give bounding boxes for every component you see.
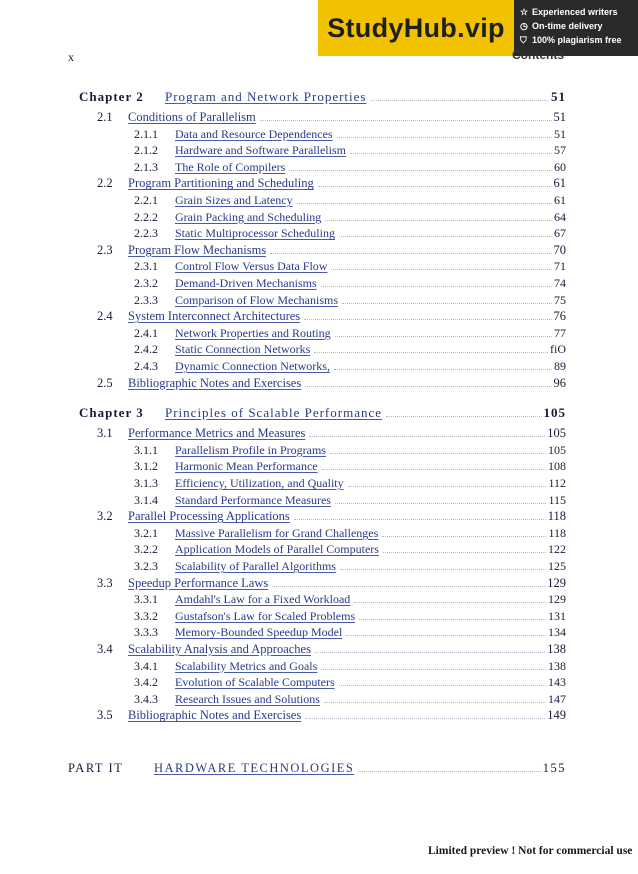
toc-subsection-page[interactable]: 112 bbox=[548, 476, 566, 490]
toc-section-page[interactable]: 129 bbox=[547, 575, 566, 590]
toc-subsection[interactable] bbox=[134, 325, 566, 341]
toc-chapter[interactable] bbox=[79, 89, 566, 105]
toc-subsection-page[interactable]: 131 bbox=[548, 608, 566, 623]
toc-chapter-leader bbox=[371, 99, 550, 101]
toc-section-title[interactable]: Bibliographic Notes and Exercises bbox=[128, 708, 302, 723]
banner-feature: ⛉ 100% plagiarism free bbox=[520, 35, 622, 45]
toc-subsection-title[interactable]: Standard Performance Measures bbox=[175, 492, 331, 507]
toc-section-number: 2.3 bbox=[97, 242, 113, 257]
toc-section-number: 3.4 bbox=[97, 642, 113, 656]
studyhub-banner[interactable] bbox=[318, 0, 638, 56]
toc-section[interactable] bbox=[97, 707, 566, 723]
toc-subsection-page[interactable]: 61 bbox=[554, 193, 566, 207]
banner-feature: ◷ On-time delivery bbox=[520, 21, 603, 31]
toc-subsection[interactable] bbox=[134, 591, 566, 607]
toc-subsection-leader bbox=[321, 285, 552, 287]
toc-subsection-leader bbox=[289, 169, 552, 171]
toc-subsection[interactable] bbox=[134, 525, 566, 541]
toc-subsection-number: 3.4.2 bbox=[134, 675, 158, 690]
toc-subsection[interactable] bbox=[134, 225, 566, 241]
toc-subsection-leader bbox=[359, 618, 546, 620]
toc-subsection-title[interactable]: Amdahl's Law for a Fixed Workload bbox=[175, 592, 351, 607]
toc-subsection-title[interactable]: Control Flow Versus Data Flow bbox=[175, 259, 328, 274]
toc-section[interactable] bbox=[97, 175, 566, 191]
toc-subsection-page[interactable]: 67 bbox=[554, 226, 566, 241]
toc-subsection-leader bbox=[348, 485, 547, 487]
toc-subsection-leader bbox=[321, 668, 546, 670]
toc-subsection[interactable] bbox=[134, 192, 566, 208]
toc-part-page[interactable]: 155 bbox=[542, 761, 566, 775]
toc-part[interactable] bbox=[68, 760, 566, 776]
toc-section-number: 2.4 bbox=[97, 309, 113, 324]
toc-section[interactable] bbox=[97, 508, 566, 524]
toc-chapter-title[interactable]: Program and Network Properties bbox=[165, 89, 367, 104]
toc-subsection-page[interactable]: 60 bbox=[554, 159, 566, 174]
toc-part-number: PART IT bbox=[68, 761, 124, 775]
toc-section-page[interactable]: 70 bbox=[553, 242, 566, 257]
preview-notice: Limited preview ! Not for commercial use bbox=[428, 845, 633, 857]
toc-subsection-page[interactable]: 129 bbox=[548, 592, 566, 607]
toc-section-leader bbox=[260, 119, 552, 121]
toc-section-page[interactable]: 96 bbox=[553, 375, 566, 390]
toc-section-leader bbox=[294, 518, 546, 520]
toc-subsection-number: 3.2.1 bbox=[134, 525, 158, 540]
toc-subsection-page[interactable]: 134 bbox=[548, 625, 566, 640]
toc-subsection[interactable] bbox=[134, 558, 566, 574]
toc-subsection[interactable] bbox=[134, 142, 566, 158]
toc-subsection-number: 3.1.2 bbox=[134, 459, 158, 474]
toc-subsection-page[interactable]: 75 bbox=[554, 292, 566, 307]
toc-subsection-leader bbox=[346, 634, 546, 636]
toc-subsection-leader bbox=[314, 351, 548, 353]
toc-subsection[interactable] bbox=[134, 275, 566, 291]
toc-section-number: 2.1 bbox=[97, 110, 113, 124]
toc-subsection-page[interactable]: 51 bbox=[554, 126, 566, 141]
toc-subsection-title[interactable]: Dynamic Connection Networks, bbox=[175, 359, 330, 373]
star-icon: ☆ bbox=[520, 7, 529, 17]
toc-subsection-title[interactable]: Memory-Bounded Speedup Model bbox=[175, 625, 343, 640]
toc-subsection-leader bbox=[354, 601, 546, 603]
toc-subsection-title[interactable]: Grain Sizes and Latency bbox=[175, 193, 293, 207]
toc-section-leader bbox=[305, 385, 551, 387]
toc-subsection-number: 2.3.1 bbox=[134, 259, 158, 274]
toc-subsection[interactable] bbox=[134, 691, 566, 707]
toc-section-title[interactable]: Program Flow Mechanisms bbox=[128, 242, 267, 257]
toc-section-page[interactable]: 61 bbox=[553, 176, 566, 191]
toc-subsection-leader bbox=[340, 568, 546, 570]
toc-chapter-title[interactable]: Principles of Scalable Performance bbox=[165, 405, 383, 421]
page-number: x bbox=[68, 50, 74, 64]
toc-section-title[interactable]: System Interconnect Architectures bbox=[128, 309, 301, 324]
toc-subsection-page[interactable]: 74 bbox=[554, 276, 566, 290]
clock-icon: ◷ bbox=[520, 21, 528, 31]
toc-section-page[interactable]: 76 bbox=[553, 309, 566, 324]
toc-section-page[interactable]: 138 bbox=[547, 642, 566, 656]
toc-subsection-title[interactable]: Parallelism Profile in Programs bbox=[175, 442, 326, 457]
toc-section[interactable] bbox=[97, 375, 566, 391]
toc-subsection-title[interactable]: Evolution of Scalable Computers bbox=[175, 675, 335, 690]
toc-subsection-number: 2.1.3 bbox=[134, 159, 158, 174]
toc-subsection-number: 2.2.1 bbox=[134, 193, 158, 207]
toc-chapter[interactable] bbox=[79, 405, 566, 421]
toc-subsection-number: 3.2.2 bbox=[134, 542, 158, 557]
toc-section-title[interactable]: Scalability Analysis and Approaches bbox=[128, 642, 311, 656]
toc-part-leader bbox=[358, 770, 540, 772]
toc-subsection-number: 3.2.3 bbox=[134, 559, 158, 573]
toc-subsection[interactable] bbox=[134, 159, 566, 175]
toc-subsection[interactable] bbox=[134, 458, 566, 474]
toc-section-number: 3.2 bbox=[97, 509, 113, 524]
toc-subsection-title[interactable]: Efficiency, Utilization, and Quality bbox=[175, 476, 344, 490]
toc-section-number: 3.5 bbox=[97, 708, 113, 723]
toc-section-leader bbox=[270, 252, 551, 254]
toc-subsection[interactable] bbox=[134, 541, 566, 557]
running-head: Contents bbox=[512, 48, 564, 62]
toc-section-page[interactable]: 149 bbox=[547, 708, 566, 723]
toc-subsection-number: 2.1.1 bbox=[134, 126, 158, 141]
toc-subsection-leader bbox=[339, 235, 552, 237]
toc-section-title[interactable]: Parallel Processing Applications bbox=[128, 509, 290, 524]
toc-subsection-title[interactable]: Application Models of Parallel Computers bbox=[175, 542, 379, 557]
toc-chapter-page[interactable]: 105 bbox=[543, 405, 566, 421]
toc-subsection-page[interactable]: 122 bbox=[548, 542, 566, 557]
toc-subsection-leader bbox=[325, 219, 552, 221]
toc-subsection-page[interactable]: 138 bbox=[548, 658, 566, 673]
toc-section-title[interactable]: Program Partitioning and Scheduling bbox=[128, 176, 314, 191]
toc-subsection-page[interactable]: 105 bbox=[548, 442, 566, 457]
toc-subsection-number: 2.3.3 bbox=[134, 292, 158, 307]
toc-section-number: 2.2 bbox=[97, 176, 113, 191]
toc-section[interactable] bbox=[97, 109, 566, 125]
toc-subsection[interactable] bbox=[134, 358, 566, 374]
toc-subsection[interactable] bbox=[134, 292, 566, 308]
toc-subsection-title[interactable]: Gustafson's Law for Scaled Problems bbox=[175, 608, 356, 623]
toc-subsection-page[interactable]: 125 bbox=[548, 559, 566, 573]
toc-section[interactable] bbox=[97, 641, 566, 657]
toc-subsection-leader bbox=[350, 152, 552, 154]
toc-subsection-leader bbox=[339, 684, 546, 686]
toc-subsection-number: 3.3.2 bbox=[134, 608, 158, 623]
toc-subsection-number: 3.1.3 bbox=[134, 476, 158, 490]
toc-section-title[interactable]: Conditions of Parallelism bbox=[128, 110, 256, 124]
toc-subsection-title[interactable]: Data and Resource Dependences bbox=[175, 126, 333, 141]
toc-section-page[interactable]: 105 bbox=[547, 426, 566, 441]
toc-subsection-leader bbox=[324, 701, 546, 703]
toc-section[interactable] bbox=[97, 242, 566, 258]
toc-subsection[interactable] bbox=[134, 624, 566, 640]
toc-subsection[interactable] bbox=[134, 258, 566, 274]
toc-subsection-page[interactable]: 108 bbox=[548, 459, 566, 474]
toc-subsection-title[interactable]: Grain Packing and Scheduling bbox=[175, 209, 322, 224]
toc-chapter-number: Chapter 2 bbox=[79, 89, 144, 104]
toc-subsection[interactable] bbox=[134, 341, 566, 357]
toc-subsection-title[interactable]: Static Multiprocessor Scheduling bbox=[175, 226, 335, 241]
toc-section[interactable] bbox=[97, 308, 566, 324]
toc-subsection-title[interactable]: Network Properties and Routing bbox=[175, 325, 331, 340]
toc-chapter-leader bbox=[386, 415, 541, 417]
toc-subsection-leader bbox=[331, 268, 552, 270]
toc-section[interactable] bbox=[97, 425, 566, 441]
toc-subsection-number: 3.1.4 bbox=[134, 492, 158, 507]
toc-subsection[interactable] bbox=[134, 126, 566, 142]
toc-subsection-leader bbox=[322, 468, 546, 470]
banner-feature: ☆ Experienced writers bbox=[520, 7, 618, 17]
toc-subsection-leader bbox=[337, 136, 552, 138]
toc-subsection-page[interactable]: 57 bbox=[554, 143, 566, 158]
toc-subsection-leader bbox=[334, 368, 552, 370]
toc-subsection-title[interactable]: Harmonic Mean Performance bbox=[175, 459, 318, 474]
toc-subsection-leader bbox=[335, 335, 552, 337]
toc-subsection-leader bbox=[342, 302, 552, 304]
toc-part-title[interactable]: HARDWARE TECHNOLOGIES bbox=[154, 761, 355, 775]
toc-subsection-title[interactable]: Comparison of Flow Mechanisms bbox=[175, 292, 338, 307]
toc-subsection-number: 3.1.1 bbox=[134, 442, 158, 457]
toc-subsection[interactable] bbox=[134, 442, 566, 458]
toc-section-title[interactable]: Bibliographic Notes and Exercises bbox=[128, 375, 302, 390]
toc-section[interactable] bbox=[97, 575, 566, 591]
toc-subsection-title[interactable]: The Role of Compilers bbox=[175, 159, 286, 174]
banner-brand[interactable] bbox=[318, 0, 514, 56]
toc-subsection-number: 3.3.3 bbox=[134, 625, 158, 640]
toc-subsection-page[interactable]: 64 bbox=[554, 209, 566, 224]
toc-section-title[interactable]: Speedup Performance Laws bbox=[128, 575, 269, 590]
toc-subsection-title[interactable]: Static Connection Networks bbox=[175, 342, 311, 357]
toc-subsection-title[interactable]: Scalability Metrics and Goals bbox=[175, 658, 318, 673]
toc-subsection-title[interactable]: Massive Parallelism for Grand Challenges bbox=[175, 525, 379, 540]
toc-section-number: 3.1 bbox=[97, 426, 113, 441]
toc-subsection-number: 2.2.2 bbox=[134, 209, 158, 224]
toc-subsection-number: 3.4.3 bbox=[134, 691, 158, 706]
toc-subsection-number: 2.3.2 bbox=[134, 276, 158, 290]
toc-subsection-page[interactable]: 143 bbox=[548, 675, 566, 690]
toc-subsection-number: 2.2.3 bbox=[134, 226, 158, 241]
toc-subsection-title[interactable]: Demand-Driven Mechanisms bbox=[175, 276, 317, 290]
toc-section-page[interactable]: 118 bbox=[547, 509, 566, 524]
toc-section-leader bbox=[315, 651, 545, 653]
toc-chapter-number: Chapter 3 bbox=[79, 405, 144, 421]
toc-subsection-page[interactable]: fiO bbox=[550, 342, 566, 357]
toc-chapter-page[interactable]: 51 bbox=[551, 89, 566, 104]
toc-section-leader bbox=[305, 717, 545, 719]
toc-section-number: 2.5 bbox=[97, 375, 113, 390]
toc-subsection-leader bbox=[297, 202, 552, 204]
toc-subsection-title[interactable]: Research Issues and Solutions bbox=[175, 691, 320, 706]
toc-subsection-leader bbox=[382, 535, 546, 537]
toc-subsection-number: 3.4.1 bbox=[134, 658, 158, 673]
toc-subsection[interactable] bbox=[134, 674, 566, 690]
toc-subsection[interactable] bbox=[134, 608, 566, 624]
toc-subsection-number: 3.3.1 bbox=[134, 592, 158, 607]
toc-section-leader bbox=[304, 318, 551, 320]
toc-subsection-number: 2.4.2 bbox=[134, 342, 158, 357]
toc-subsection-number: 2.4.1 bbox=[134, 325, 158, 340]
toc-section-leader bbox=[309, 435, 545, 437]
toc-subsection-page[interactable]: 71 bbox=[554, 259, 566, 274]
shield-icon: ⛉ bbox=[520, 35, 527, 45]
toc-subsection-number: 2.1.2 bbox=[134, 143, 158, 158]
toc-subsection[interactable] bbox=[134, 492, 566, 508]
toc-section-leader bbox=[272, 585, 545, 587]
toc-subsection[interactable] bbox=[134, 658, 566, 674]
toc-subsection-leader bbox=[383, 551, 546, 553]
toc-section-number: 3.3 bbox=[97, 575, 113, 590]
toc-subsection-page[interactable]: 147 bbox=[548, 691, 566, 706]
toc-subsection-number: 2.4.3 bbox=[134, 359, 158, 373]
banner-brand-text: StudyHub.vip bbox=[327, 12, 505, 43]
toc-section-page[interactable]: 51 bbox=[553, 110, 566, 124]
toc-section-title[interactable]: Performance Metrics and Measures bbox=[128, 426, 306, 441]
toc-subsection-page[interactable]: 89 bbox=[554, 359, 566, 373]
toc-section-leader bbox=[318, 185, 552, 187]
toc-subsection[interactable] bbox=[134, 209, 566, 225]
toc-subsection-page[interactable]: 115 bbox=[548, 492, 566, 507]
toc-subsection-page[interactable]: 77 bbox=[554, 325, 566, 340]
toc-subsection-title[interactable]: Scalability of Parallel Algorithms bbox=[175, 559, 336, 573]
toc-subsection-leader bbox=[335, 502, 546, 504]
toc-subsection[interactable] bbox=[134, 475, 566, 491]
toc-subsection-page[interactable]: 118 bbox=[548, 525, 566, 540]
toc-subsection-leader bbox=[330, 452, 546, 454]
toc-subsection-title[interactable]: Hardware and Software Parallelism bbox=[175, 143, 346, 158]
